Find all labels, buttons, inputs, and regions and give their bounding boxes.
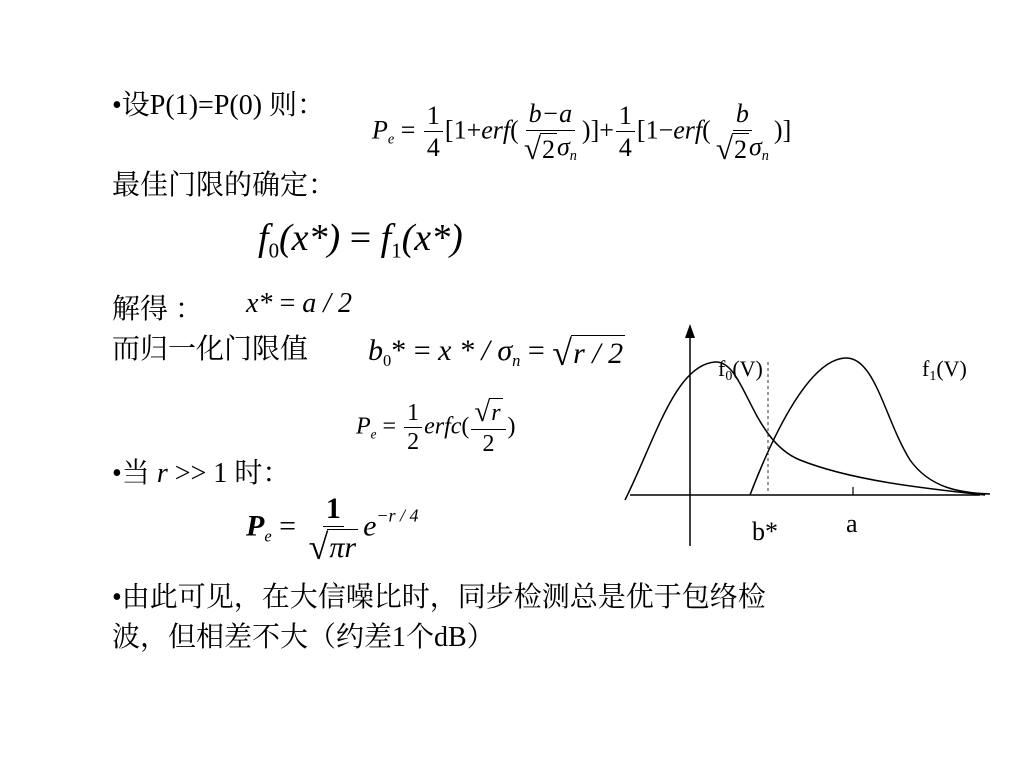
pe-symbol: P [246,509,265,543]
pe-symbol: P [356,413,371,440]
f-symbol-2: f [380,217,392,259]
b0-formula [368,334,625,372]
sqrt-r: √ r [474,396,501,428]
frac-den: 4 [426,133,440,163]
sqrt-body: πr [329,530,357,564]
exponent: −r / 4 [376,505,419,526]
exp-base: e [363,509,377,543]
f-equality-formula [258,216,463,263]
pe-subscript: e [387,131,395,148]
frac-den: 2 [407,429,420,456]
sqrt-r-over-2-fraction [471,398,505,458]
pe-symbol: P [372,115,388,145]
b-symbol: b [368,334,383,367]
pe-subscript: e [370,426,377,442]
a-label: a [846,509,858,538]
b0-subscript: 0 [383,350,392,370]
one-quarter-fraction [424,102,443,163]
paren-close: ) [507,413,516,440]
one-half-fraction [404,400,422,457]
frac-num: 1 [616,102,635,133]
plus-sign: + [599,115,614,145]
equals-sign: = [349,217,372,259]
frac-den: 4 [618,133,632,163]
sigma-subscript: n [569,147,577,164]
equals-sign: = [279,509,297,543]
sqrt-body: r [491,400,501,426]
f-argument: (x*) [279,217,341,259]
normalized-heading: 而归一化门限值 [112,334,309,365]
f-symbol: f [258,217,269,259]
sqrt-2: √ 2 [523,130,555,166]
erfc-function: erfc [424,413,462,440]
pe-erfc-formula [356,398,516,458]
paren-open: ( [461,413,470,440]
one-over-sqrt-pi-r [306,492,361,566]
f-argument-2: (x*) [401,217,463,259]
equals-sign: = [400,115,416,145]
bullet-condition: •设P(1)=P(0) 则： [112,90,326,121]
sigma-subscript: n [512,350,521,370]
x-star: x* [246,288,273,319]
frac-den: 2 [482,430,495,457]
equals-sign: = [279,288,296,319]
conclusion-line-2: 波，但相差不大（约差1个dB） [112,622,495,653]
pdf-graph [600,310,1010,560]
bracket-open-2: [1− [636,115,674,145]
b-fraction [713,100,772,165]
f0-label: f0(V) [718,356,763,384]
x-star-formula [246,288,352,320]
b-star-label: b* [752,517,778,546]
bracket-close-2: )] [773,115,792,145]
sigma-symbol: σ [497,334,513,367]
one-quarter-fraction-2 [616,102,635,163]
sigma-symbol: σ [748,131,762,161]
sqrt-body: 2 [541,134,555,164]
condition-variable: r [156,458,168,489]
sigma-symbol: σ [556,131,570,161]
condition-prefix: •当 [112,458,150,489]
threshold-heading: 最佳门限的确定： [112,170,337,201]
pe-subscript: e [264,526,272,546]
x-star-over: x * / [438,334,490,367]
frac-num: 1 [323,492,344,527]
frac-num: 1 [404,400,422,428]
bracket-open: [1+ [444,115,482,145]
f0-subscript: 0 [268,238,280,263]
sigma-subscript: n [761,147,769,164]
frac-num: b−a [526,100,576,131]
condition-rest: >> 1 [167,458,228,489]
b-minus-a-fraction [521,100,580,165]
equals-sign: = [382,413,397,440]
equals-sign: = [413,334,431,367]
large-snr-condition [112,460,290,488]
solve-heading: 解得 ： [112,294,204,325]
bracket-close: )] [581,115,600,145]
pe-erf-formula [372,100,791,165]
sqrt-body: 2 [733,134,747,164]
a-half: a / 2 [302,288,353,319]
paren-open-2: ( [702,115,711,145]
f1-label: f1(V) [922,356,967,384]
equals-sign-2: = [527,334,545,367]
sqrt-body: r / 2 [573,336,624,370]
erf-function-2: erf [673,115,703,145]
pe-approx-formula [246,492,419,566]
conclusion-line-1: •由此可见，在大信噪比时，同步检测总是优于包络检 [112,582,766,613]
y-axis-arrow [685,324,695,338]
star: * [391,334,407,367]
sqrt-2: √ 2 [715,130,747,166]
paren-open: ( [510,115,519,145]
frac-num: b [733,100,752,131]
condition-suffix: 时： [227,458,291,489]
sqrt-r-over-2: √ r / 2 [552,332,624,373]
f1-subscript: 1 [391,238,402,263]
erf-function: erf [481,115,511,145]
sqrt-pi-r: √ πr [308,526,357,567]
frac-num: 1 [424,102,443,133]
